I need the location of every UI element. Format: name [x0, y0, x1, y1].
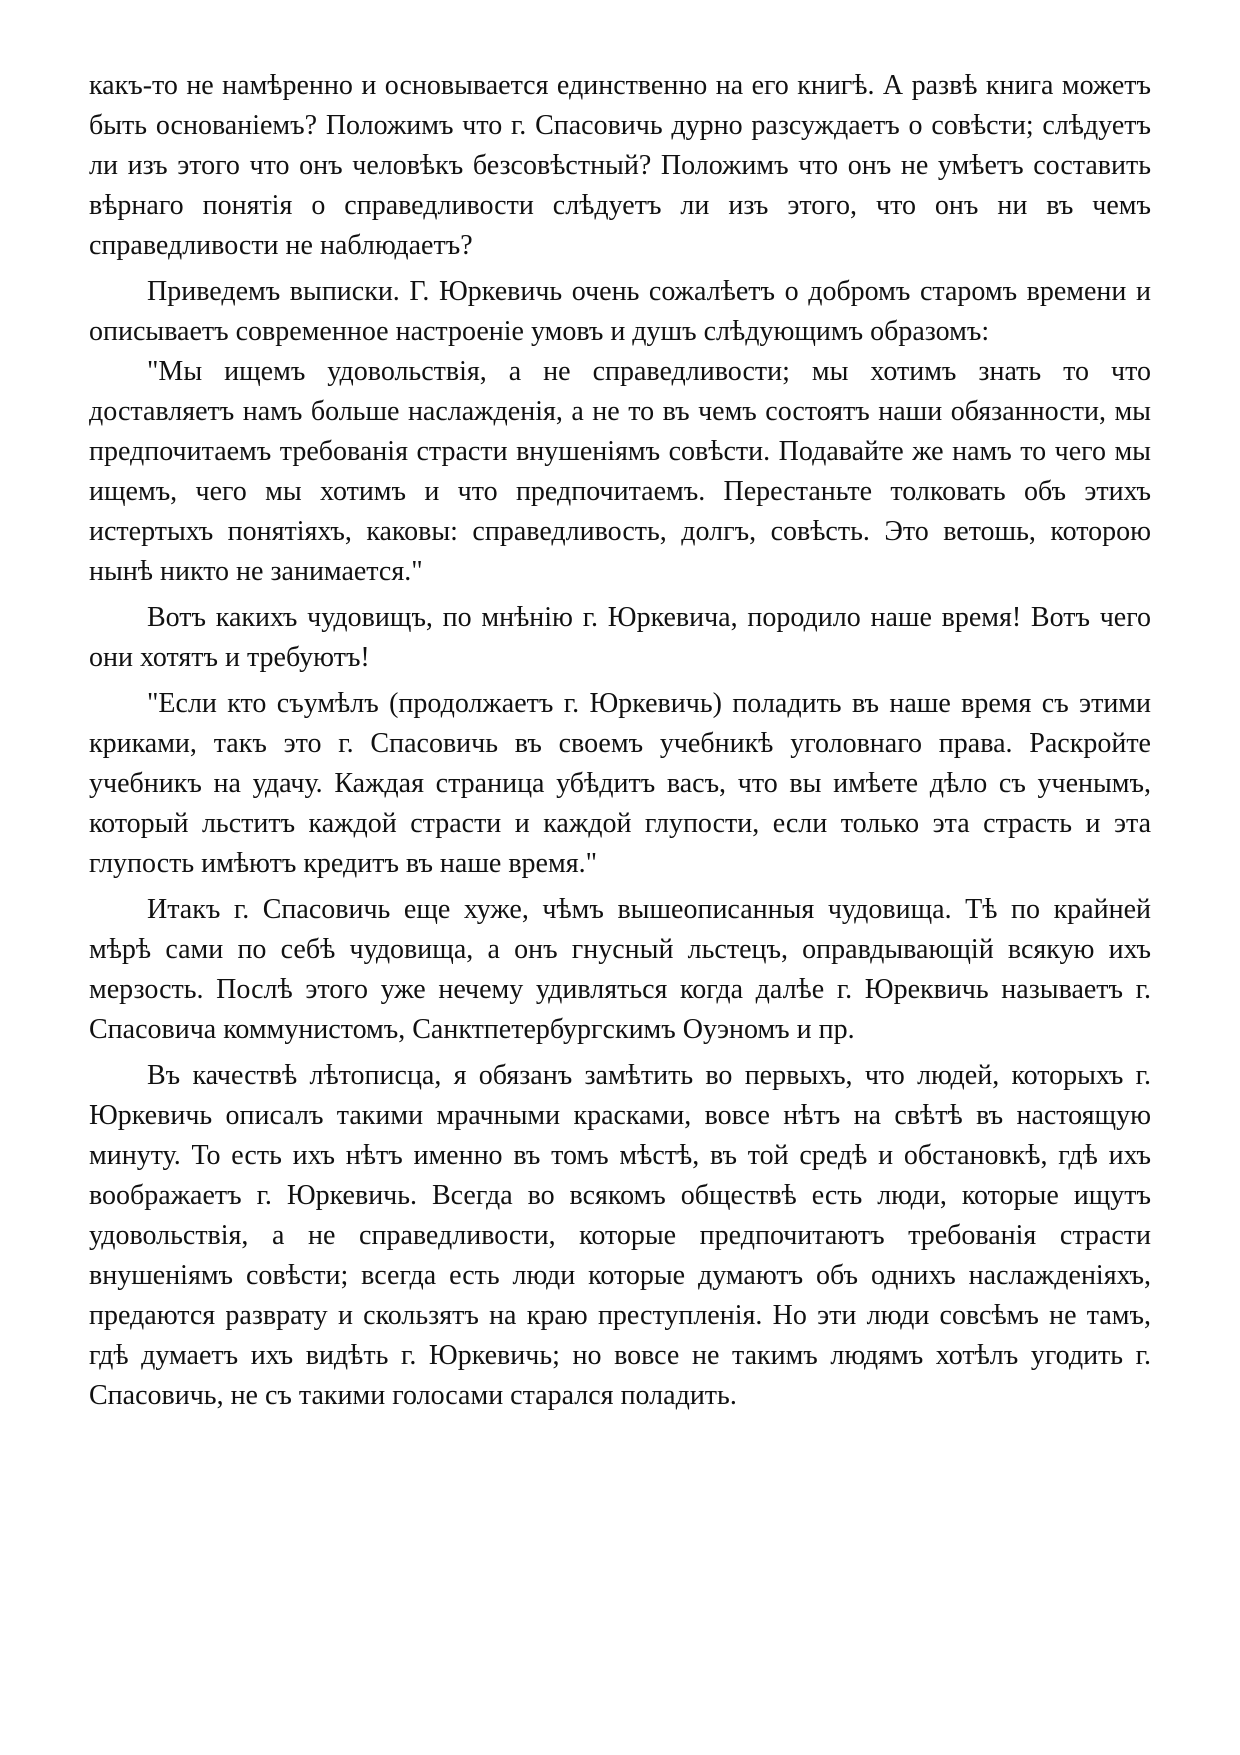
document-body [89, 66, 1151, 1416]
paragraph-monsters: Вотъ какихъ чудовищъ, по мнѣнію г. Юркевича, породило наше время! Вотъ чего они хотятъ и требуютъ! [89, 602, 1151, 673]
paragraph-chronicler: Въ качествѣ лѣтописца, я обязанъ замѣтить во первыхъ, что людей, которыхъ г. Юркевичь описалъ такими мрачными красками, вовсе нѣтъ на свѣтѣ въ настоящую минуту. То есть ихъ нѣтъ именно въ томъ мѣстѣ, въ той средѣ и обстановкѣ, гдѣ ихъ воображаетъ г. Юркевичь. Всегда во всякомъ обществѣ есть люди, которые ищутъ удовольствія, а не справедливости, которые предпочитаютъ требованія страсти внушеніямъ совѣсти; всегда есть люди которые думаютъ объ однихъ наслажденіяхъ, предаются разврату и скользятъ на краю преступленія. Но эти люди совсѣмъ не тамъ, гдѣ думаетъ ихъ видѣть г. Юркевичь; но вовсе не такимъ людямъ хотѣлъ угодить г. Спасовичь, не съ такими голосами старался поладить. [89, 1060, 1151, 1411]
paragraph-flatterer: Итакъ г. Спасовичь еще хуже, чѣмъ вышеописанныя чудовища. Тѣ по крайней мѣрѣ сами по себѣ чудовища, а онъ гнусный льстецъ, оправдывающій всякую ихъ мерзость. Послѣ этого уже нечему удивляться когда далѣе г. Юреквичь называетъ г. Спасовича коммунистомъ, Санктпетербургскимъ Оуэномъ и пр. [89, 894, 1151, 1045]
paragraph-continuation: какъ-то не намѣренно и основывается единственно на его книгѣ. А развѣ книга можетъ быть основаніемъ? Положимъ что г. Спасовичь дурно разсуждаетъ о совѣсти; слѣдуетъ ли изъ этого что онъ человѣкъ безсовѣстный? Положимъ что онъ не умѣетъ составить вѣрнаго понятія о справедливости слѣдуетъ ли изъ этого, что онъ ни въ чемъ справедливости не наблюдаетъ? [89, 70, 1151, 261]
paragraph-excerpts-intro: Приведемъ выписки. Г. Юркевичь очень сожалѣетъ о добромъ старомъ времени и описываетъ современное настроеніе умовъ и душъ слѣдующимъ образомъ: [89, 276, 1151, 347]
paragraph-quote-1: "Мы ищемъ удовольствія, а не справедливости; мы хотимъ знать то что доставляетъ намъ больше наслажденія, а не то въ чемъ состоятъ наши обязанности, мы предпочитаемъ требованія страсти внушеніямъ совѣсти. Подавайте же намъ то чего мы ищемъ, чего мы хотимъ и что предпочитаемъ. Перестаньте толковать объ этихъ истертыхъ понятіяхъ, каковы: справедливость, долгъ, совѣсть. Это ветошь, которою нынѣ никто не занимается." [89, 356, 1151, 587]
paragraph-quote-2: "Если кто съумѣлъ (продолжаетъ г. Юркевичь) поладить въ наше время съ этими криками, такъ это г. Спасовичь въ своемъ учебникѣ уголовнаго права. Раскройте учебникъ на удачу. Каждая страница убѣдитъ васъ, что вы имѣете дѣло съ ученымъ, который льститъ каждой страсти и каждой глупости, если только эта страсть и эта глупость имѣютъ кредитъ въ наше время." [89, 688, 1151, 879]
